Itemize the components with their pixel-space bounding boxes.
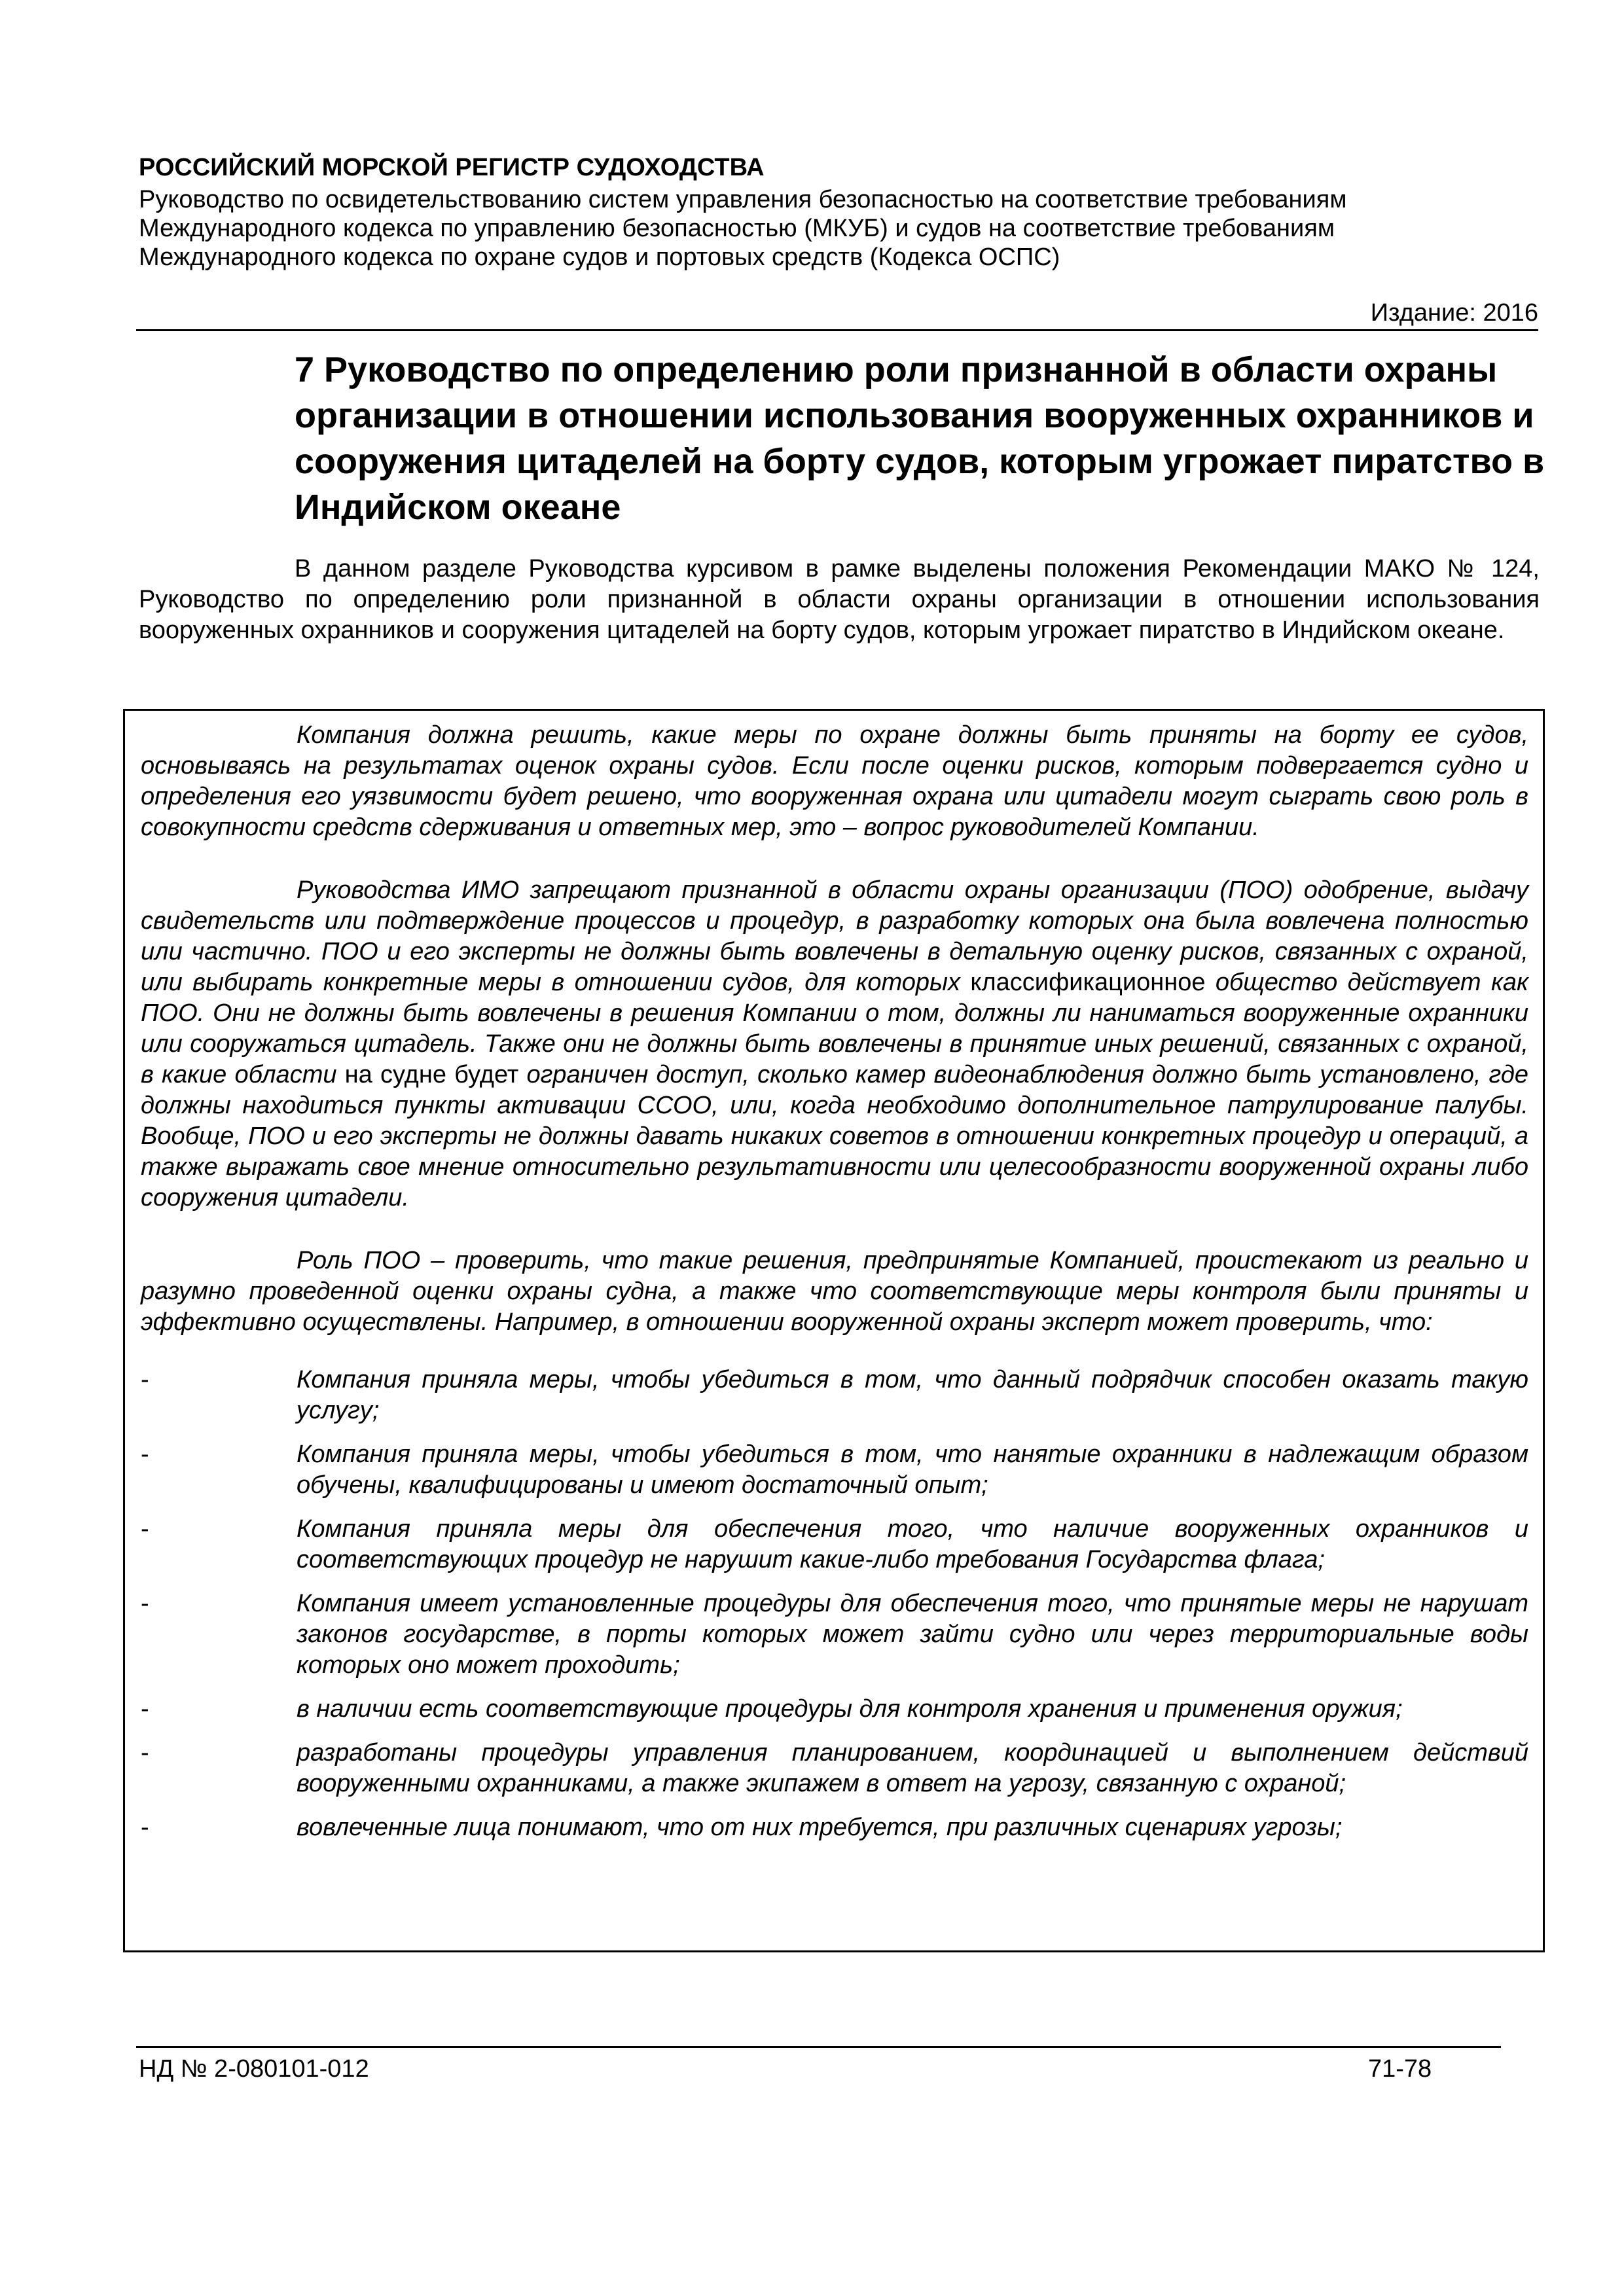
box-paragraph-2-part: ограничен доступ, сколько камер видеонаблюдения должно быть установлено, где должны находиться пункты активации ССОО, или, когда необходимо дополнительное патрулирование палубы. Вообще, ПОО и его эксперты не должны давать никаких советов в отношении конкретных процедур и операций, а также выражать свое мнение относительно результативности или целесообразности вооруженной охраны либо сооружения цитадели.: [141, 1061, 1529, 1211]
verification-list: [141, 1365, 1528, 1843]
header-divider: [136, 329, 1538, 331]
box-paragraph-2-part: классификационное: [970, 969, 1206, 996]
framed-content: [141, 720, 1528, 1856]
document-number: НД № 2-080101-012: [139, 2055, 369, 2083]
list-item-text: Компания приняла меры для обеспечения того, что наличие вооруженных охранников и соответствующих процедур не нарушит какие-либо требования Государства флага;: [297, 1515, 1528, 1573]
list-dash: -: [141, 1814, 149, 1841]
list-dash: -: [141, 1590, 149, 1617]
list-item-text: в наличии есть соответствующие процедуры для контроля хранения и применения оружия;: [297, 1695, 1403, 1723]
organization-name: РОССИЙСКИЙ МОРСКОЙ РЕГИСТР СУДОХОДСТВА: [139, 154, 765, 181]
intro-paragraph: В данном разделе Руководства курсивом в рамке выделены положения Рекомендации МАКО № 124, Руководство по определению роли признанной в области охраны организации в отношении использования вооруженных охранников и сооружения цитаделей на борту судов, которым угрожает пиратство в Индийском океане.: [139, 555, 1540, 644]
edition-label: Издание: 2016: [1370, 299, 1538, 327]
box-paragraph-2-part: на судне будет: [344, 1061, 519, 1088]
document-subtitle: [139, 185, 1526, 272]
list-item: [141, 1738, 1528, 1799]
list-dash: -: [141, 1695, 149, 1723]
list-item-text: Компания приняла меры, чтобы убедиться в том, что данный подрядчик способен оказать такую услугу;: [297, 1366, 1528, 1424]
subtitle-line: Руководство по освидетельствованию систем управления безопасностью на соответствие требованиям: [139, 186, 1347, 213]
subtitle-line: Международного кодекса по охране судов и портовых средств (Кодекса ОСПС): [139, 243, 1060, 271]
page-number: 71-78: [1368, 2055, 1432, 2083]
list-item: [141, 1365, 1528, 1426]
box-paragraph-2: [141, 875, 1528, 1213]
list-dash: -: [141, 1739, 149, 1767]
list-item: [141, 1588, 1528, 1681]
subtitle-line: Международного кодекса по управлению безопасностью (МКУБ) и судов на соответствие требованиям: [139, 215, 1335, 242]
list-dash: -: [141, 1515, 149, 1543]
box-paragraph-1: Компания должна решить, какие меры по охране должны быть приняты на борту ее судов, основываясь на результатах оценок охраны судов. Если после оценки рисков, которым подвергается судно и определения его уязвимости будет решено, что вооруженная охрана или цитадели могут сыграть свою роль в совокупности средств сдерживания и ответных мер, это – вопрос руководителей Компании.: [141, 721, 1528, 841]
list-item: [141, 1439, 1528, 1501]
box-paragraph-2-part: общество действует как ПОО. Они не должны быть вовлечены в решения Компании о том, должны ли наниматься вооруженные охранники или сооружаться цитадель. Также они не должны быть вовлечены в принятие иных решений, связанных с охраной, в какие области: [141, 969, 1528, 1088]
footer-divider: [136, 2046, 1501, 2048]
box-paragraph-3: Роль ПОО – проверить, что такие решения, предпринятые Компанией, проистекают из реально и разумно проведенной оценки охраны судна, а также что соответствующие меры контроля были приняты и эффективно осуществлены. Например, в отношении вооруженной охраны эксперт может проверить, что:: [141, 1247, 1528, 1336]
list-item: [141, 1514, 1528, 1575]
framed-recommendation: [123, 709, 1545, 1952]
page-header: [139, 152, 1538, 327]
box-paragraph-2-part: Руководства ИМО запрещают признанной в области охраны организации (ПОО) одобрение, выдачу свидетельств или подтверждение процессов и процедур, в разработку которых она была вовлечена полностью или частично. ПОО и его эксперты не должны быть вовлечены в детальную оценку рисков, связанных с охраной, или выбирать конкретные меры в отношении судов, для которых: [141, 876, 1528, 996]
list-dash: -: [141, 1441, 149, 1468]
section-title: 7 Руководство по определению роли признанной в области охраны организации в отношении использования вооруженных охранников и сооружения цитаделей на борту судов, которым угрожает пиратство в Индийском океане: [295, 350, 1545, 527]
list-dash: -: [141, 1366, 149, 1393]
list-item-text: Компания приняла меры, чтобы убедиться в том, что нанятые охранники в надлежащим образом обучены, квалифицированы и имеют достаточный опыт;: [297, 1441, 1528, 1499]
list-item-text: вовлеченные лица понимают, что от них требуется, при различных сценариях угрозы;: [297, 1814, 1343, 1841]
list-item-text: Компания имеет установленные процедуры для обеспечения того, что принятые меры не нарушат законов государстве, в порты которых может зайти судно или через территориальные воды которых оно может проходить;: [297, 1590, 1528, 1679]
list-item: [141, 1694, 1528, 1725]
list-item-text: разработаны процедуры управления планированием, координацией и выполнением действий вооруженными охранниками, а также экипажем в ответ на угрозу, связанную с охраной;: [297, 1739, 1528, 1797]
list-item: [141, 1812, 1528, 1843]
